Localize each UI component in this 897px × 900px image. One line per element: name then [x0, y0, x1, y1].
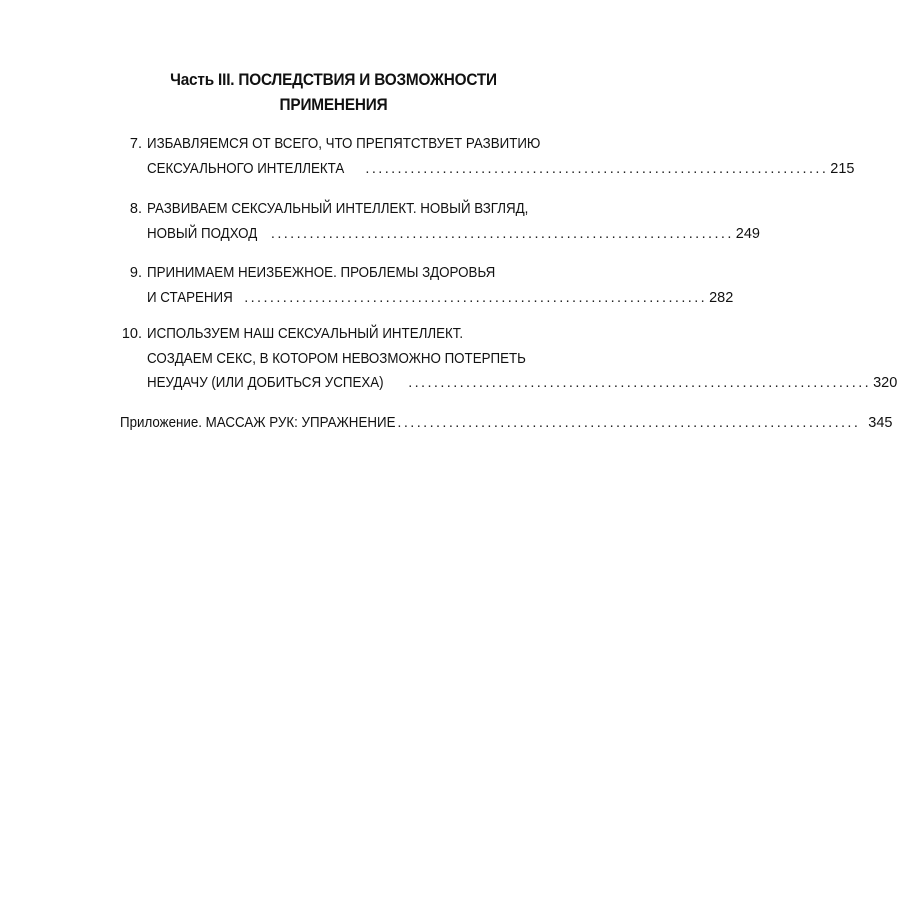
toc-entry-page-number: 249 [735, 225, 760, 242]
toc-entry-row [120, 222, 760, 247]
toc-entry-8[interactable] [120, 197, 760, 246]
toc-entry-appendix[interactable] [120, 411, 893, 436]
dot-leader: ........................................................................ [397, 415, 861, 431]
toc-entry-number: 9. [129, 265, 142, 281]
dot-leader: ........................................................................ [270, 225, 734, 242]
toc-entry-number: 10. [121, 326, 142, 342]
toc-entry-page-number: 282 [709, 289, 734, 306]
toc-entry-title-line: НЕУДАЧУ (ИЛИ ДОБИТЬСЯ УСПЕХА) [147, 375, 384, 391]
toc-appendix-title: Приложение. МАССАЖ РУК: УПРАЖНЕНИЕ [120, 415, 396, 431]
toc-entry-title-line: СЕКСУАЛЬНОГО ИНТЕЛЛЕКТА [147, 160, 345, 177]
toc-entry-9[interactable] [120, 261, 734, 310]
toc-entry-row [120, 132, 585, 157]
dot-leader: ........................................................................ [408, 375, 872, 391]
toc-entry-page-number: 320 [873, 375, 897, 391]
toc-entry-row [120, 371, 897, 396]
toc-entry-title-line: И СТАРЕНИЯ [147, 289, 233, 306]
toc-entry-row [120, 261, 585, 286]
part-title-line-2: ПРИМЕНЕНИЯ [279, 96, 388, 114]
toc-entry-page-number: 215 [830, 160, 855, 177]
toc-entry-title-line: НОВЫЙ ПОДХОД [147, 225, 258, 242]
toc-entry-title-line: ИСПОЛЬЗУЕМ НАШ СЕКСУАЛЬНЫЙ ИНТЕЛЛЕКТ. [147, 326, 464, 342]
dot-leader: ........................................................................ [365, 160, 829, 177]
toc-entry-row [120, 157, 855, 182]
part-title [23, 68, 643, 118]
toc-entry-number: 7. [129, 136, 142, 152]
toc-entry-10[interactable] [120, 322, 897, 396]
toc-entry-title-line: ПРИНИМАЕМ НЕИЗБЕЖНОЕ. ПРОБЛЕМЫ ЗДОРОВЬЯ [147, 265, 496, 281]
toc-entry-title-line: РАЗВИВАЕМ СЕКСУАЛЬНЫЙ ИНТЕЛЛЕКТ. НОВЫЙ ВЗГЛЯД, [147, 201, 529, 217]
part-title-line-1: Часть III. ПОСЛЕДСТВИЯ И ВОЗМОЖНОСТИ [170, 71, 497, 89]
toc-entry-title-line: СОЗДАЕМ СЕКС, В КОТОРОМ НЕВОЗМОЖНО ПОТЕРПЕТЬ [147, 350, 526, 367]
toc-entry-number: 8. [129, 201, 142, 217]
toc-entry-row [120, 197, 585, 222]
toc-appendix-page-number: 345 [868, 415, 893, 431]
toc-entry-7[interactable] [120, 132, 855, 181]
dot-leader: ........................................................................ [244, 289, 708, 306]
toc-entry-row [120, 286, 734, 311]
toc-entry-title-line: ИЗБАВЛЯЕМСЯ ОТ ВСЕГО, ЧТО ПРЕПЯТСТВУЕТ РАЗВИТИЮ [147, 136, 541, 152]
toc-entry-row [120, 322, 585, 347]
toc-entry-row [120, 347, 585, 372]
